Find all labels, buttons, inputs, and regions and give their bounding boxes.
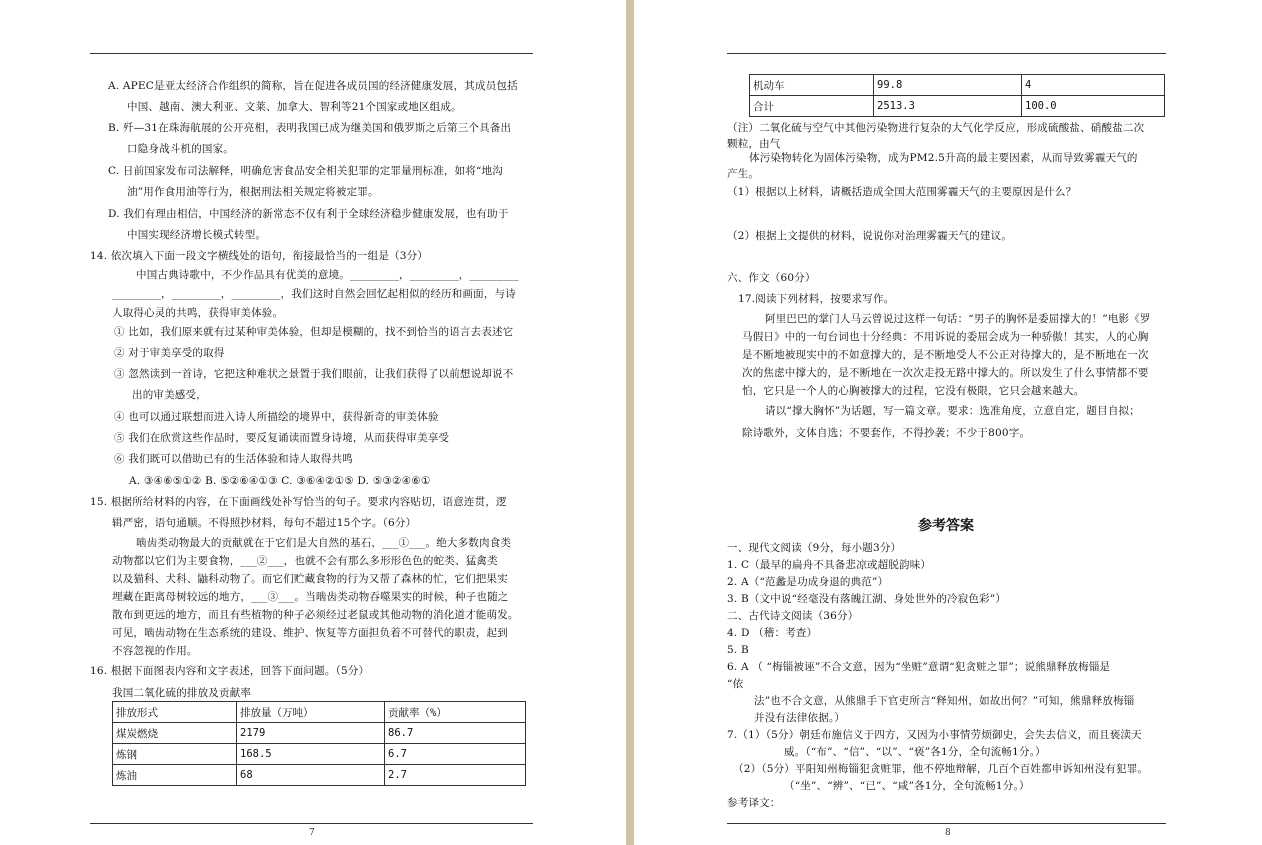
option-c-line-1: C. 日前国家发布司法解释，明确危害食品安全相关犯罪的定罪量刑标准，如将“地沟 (108, 165, 504, 177)
answer-7-1-line-2: 威。（“布”、“信”、“以”、“亵”各1分，全句流畅1分。） (784, 746, 1046, 758)
table-header-row (113, 702, 526, 723)
page-number: 8 (945, 828, 951, 838)
table-cell: 100.0 (1022, 96, 1165, 117)
q16-sub-2: （2）根据上文提供的材料，说说你对治理雾霾天气的建议。 (727, 230, 1013, 242)
table-cell: 168.5 (237, 744, 385, 765)
table-cell: 炼油 (113, 765, 237, 786)
table-cell: 99.8 (874, 75, 1022, 96)
question-16: 16. 根据下面图表内容和文字表述，回答下面问题。（5分） (90, 665, 370, 677)
table-cell: 煤炭燃烧 (113, 723, 237, 744)
essay-prompt-line-1: 请以“撑大胸怀”为话题，写一篇文章。要求：选准角度，立意自定，题目自拟； (765, 405, 1140, 417)
answer-6-line-3: 法”也不合文意，从熊鼎手下官吏所言“释知州，如故出何？”可知，熊鼎释放梅锱 (754, 695, 1135, 707)
table-row (113, 723, 526, 744)
answer-1: 1. C（最早的扁舟不具备悲凉或超脱韵味） (727, 559, 932, 571)
essay-material-line-3: 是不断地被现实中的不如意撑大的，是不断地受人不公正对待撑大的，是不断地在一次 (742, 349, 1149, 361)
q16-sub-1: （1）根据以上材料，请概括造成全国大范围雾霾天气的主要原因是什么？ (727, 186, 1077, 198)
table-cell: 2.7 (385, 765, 526, 786)
table-cell: 68 (237, 765, 385, 786)
table-cell: 机动车 (750, 75, 874, 96)
q14-item-1: ① 比如，我们原来就有过某种审美体验，但却是模糊的，找不到恰当的语言去表述它 (114, 326, 514, 338)
note-line-1: （注）二氧化硫与空气中其他污染物进行复杂的大气化学反应，形成硫酸盐、硝酸盐二次 (727, 122, 1145, 134)
table-caption: 我国二氧化硫的排放及贡献率 (112, 687, 252, 699)
q14-passage-line-2: _________，_________，_________，我们这时自然会回忆起相似的经历和画面，与诗 (112, 288, 516, 300)
q14-item-4: ④ 也可以通过联想而进入诗人所描绘的境界中，获得新奇的审美体验 (114, 411, 439, 423)
option-d-line-2: 中国实现经济增长模式转型。 (127, 229, 267, 241)
essay-section-title: 六、作文（60分） (727, 272, 816, 284)
essay-material-line-5: 怕，它只是一个人的心胸被撑大的过程，它没有极限，它只会越来越大。 (742, 385, 1085, 397)
answer-3: 3. B（文中说“经毫没有落魄江湖、身处世外的冷寂色彩”） (727, 593, 1007, 605)
table-row (113, 744, 526, 765)
table-cell: 排放量（万吨） (237, 702, 385, 723)
answer-4: 4. D （稽：考查） (727, 627, 818, 639)
note-line-2: 颗粒，由气 (727, 138, 781, 150)
emission-table-continued (749, 74, 1165, 117)
header-rule (727, 53, 1166, 54)
q14-item-3-line-1: ③ 忽然读到一首诗，它把这种难状之景置于我们眼前，让我们获得了以前想说却说不 (114, 368, 514, 380)
answer-7-1-line-1: 7.（1）（5分）朝廷布施信义于四方，又因为小事情劳烦御史，会失去信义，而且亵渎天 (727, 729, 1142, 741)
q15-passage-line-3: 以及猫科、犬科、鼬科动物了。而它们贮藏食物的行为又帮了森林的忙，它们把果实 (112, 573, 508, 585)
answer-heading: 参考答案 (918, 518, 974, 534)
answer-2: 2. A（“范蠡是功成身退的典范”） (727, 576, 889, 588)
question-15-line-1: 15. 根据所给材料的内容，在下面画线处补写恰当的句子。要求内容贴切，语意连贯，逻 (90, 496, 507, 508)
left-page (0, 0, 626, 845)
q15-passage-line-1: 啮齿类动物最大的贡献就在于它们是大自然的基石，___①___。绝大多数肉食类 (136, 537, 512, 549)
q15-passage-line-4: 埋藏在距离母树较远的地方，___③___。当啮齿类动物吞噬果实的时候，种子也随之 (112, 591, 509, 603)
essay-prompt-line-2: 除诗歌外，文体自选；不要套作，不得抄袭；不少于800字。 (742, 427, 1031, 439)
essay-material-line-2: 马假日》中的一句台词也十分经典：不用诉说的委屈会成为一种骄傲！其实，人的心胸 (742, 331, 1149, 343)
answer-7-2-line-1: （2）（5分）平阳知州梅锱犯贪赃罪，他不停地辩解，几百个百姓都申诉知州没有犯罪。 (733, 763, 1149, 775)
footer-rule (90, 823, 533, 824)
q14-item-2: ② 对于审美享受的取得 (114, 347, 225, 359)
answer-6-line-4: 并没有法律依据。） (754, 712, 846, 724)
answer-section-2: 二、古代诗文阅读（36分） (727, 610, 859, 622)
option-d-line-1: D. 我们有理由相信，中国经济的新常态不仅有利于全球经济稳步健康发展，也有助于 (108, 208, 509, 220)
table-cell: 2513.3 (874, 96, 1022, 117)
table-cell: 86.7 (385, 723, 526, 744)
table-cell: 贡献率（%） (385, 702, 526, 723)
table-cell: 6.7 (385, 744, 526, 765)
option-b-line-1: B. 歼—31在珠海航展的公开亮相，表明我国已成为继美国和俄罗斯之后第三个具备出 (108, 122, 512, 134)
q14-item-6: ⑥ 我们既可以借助已有的生活体验和诗人取得共鸣 (114, 453, 353, 465)
question-14: 14. 依次填入下面一段文字横线处的语句，衔接最恰当的一组是（3分） (90, 250, 429, 262)
answer-5: 5. B (727, 644, 749, 656)
question-17: 17.阅读下列材料，按要求写作。 (738, 293, 895, 305)
table-row (750, 75, 1165, 96)
q15-passage-line-5: 散布到更远的地方，而且有些植物的种子必须经过老鼠或其他动物的消化道才能萌发。 (112, 609, 519, 621)
table-row (113, 765, 526, 786)
option-a-line-1: A. APEC是亚太经济合作组织的简称，旨在促进各成员国的经济健康发展，其成员包括 (108, 80, 518, 92)
q15-passage-line-6: 可见，啮齿动物在生态系统的建设、维护、恢复等方面担负着不可替代的职责，起到 (112, 627, 508, 639)
emission-table (112, 701, 526, 786)
q15-passage-line-7: 不容忽视的作用。 (112, 645, 198, 657)
essay-material-line-1: 阿里巴巴的掌门人马云曾说过这样一句话：“男子的胸怀是委屈撑大的！”电影《罗 (765, 313, 1151, 325)
q15-passage-line-2: 动物都以它们为主要食物，___②___，也就不会有那么多形形色色的蛇类、猛禽类 (112, 555, 498, 567)
table-cell: 2179 (237, 723, 385, 744)
table-cell: 合计 (750, 96, 874, 117)
answer-section-1: 一、现代文阅读（9分，每小题3分） (727, 542, 902, 554)
page-number: 7 (309, 828, 315, 838)
footer-rule (727, 823, 1166, 824)
q14-choices: A. ③④⑥⑤①② B. ⑤②⑥④①③ C. ③⑥④②①⑤ D. ⑤③②④⑥① (129, 475, 431, 487)
q14-passage-line-3: 人取得心灵的共鸣，获得审美体验。 (112, 307, 284, 319)
question-15-line-2: 辑严密，语句通顺。不得照抄材料，每句不超过15个字。（6分） (112, 517, 417, 529)
table-cell: 炼钢 (113, 744, 237, 765)
table-row (750, 96, 1165, 117)
q14-item-3-line-2: 出的审美感受， (132, 389, 207, 401)
right-page (634, 0, 1262, 845)
answer-6-line-1: 6. A （ “梅锱被诬”不合文意，因为“坐赃”意谓“犯贪赃之罪”；说熊鼎释放梅锱是 (727, 661, 1111, 673)
table-cell: 排放形式 (113, 702, 237, 723)
note-line-4: 产生。 (727, 168, 760, 180)
q14-passage-line-1: 中国古典诗歌中，不少作品具有优美的意境。_________，_________，_________ (136, 269, 519, 281)
answer-6-line-2: “依 (727, 678, 744, 690)
option-c-line-2: 油”用作食用油等行为，根据刑法相关规定将被定罪。 (127, 186, 379, 198)
answer-7-2-line-2: （“坐”、“辨”、“已”、“咸”各1分，全句流畅1分。） (784, 780, 1030, 792)
option-a-line-2: 中国、越南、澳大利亚、文莱、加拿大、智利等21个国家或地区组成。 (127, 101, 462, 113)
q14-item-5: ⑤ 我们在欣赏这些作品时，要反复诵读而置身诗境，从而获得审美享受 (114, 432, 450, 444)
note-line-3: 体污染物转化为固体污染物，成为PM2.5升高的最主要因素，从而导致雾霾天气的 (749, 152, 1138, 164)
essay-material-line-4: 次的焦虑中撑大的，是不断地在一次次走投无路中撑大的。所以发生了什么事情都不要 (742, 367, 1149, 379)
option-b-line-2: 口隐身战斗机的国家。 (127, 143, 234, 155)
header-rule (90, 53, 533, 54)
table-cell: 4 (1022, 75, 1165, 96)
translation-label: 参考译文： (727, 797, 781, 809)
